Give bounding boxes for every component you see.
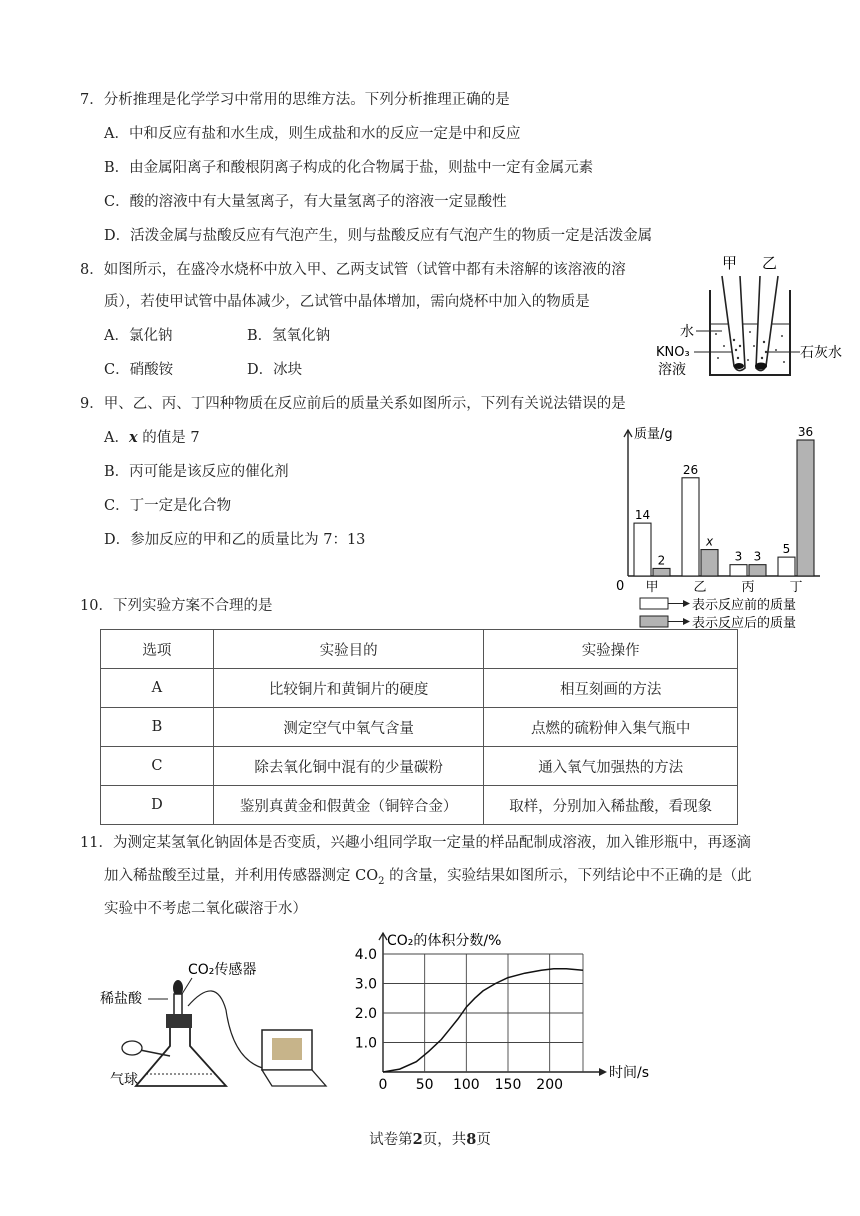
q9-a-suffix: 的值是 7 [137,430,200,446]
q9-option-b: B．丙可能是该反应的催化剂 [104,464,289,480]
y-tick-label: 2.0 [354,1006,377,1022]
cell-purpose: 测定空气中氧气含量 [213,708,484,747]
cell-option: A [101,669,214,708]
bar [682,478,699,576]
footer-total: 8 [466,1131,477,1148]
q8-stem-line1: 8．如图所示，在盛冷水烧杯中放入甲、乙两支试管（试管中都有未溶解的该溶液的溶 [80,262,626,278]
beaker-figure [650,250,860,385]
bar [749,565,766,576]
table-row [101,708,738,747]
table-header-row [101,630,738,669]
laptop-display [272,1038,302,1060]
table-row [101,747,738,786]
label-balloon: 气球 [110,1072,138,1088]
q11-line2-b: 的含量，实验结果如图所示，下列结论中不正确的是（此 [384,868,752,884]
x-axis-label: 时间/s [609,1065,650,1081]
label-kno3: KNO₃ [656,345,690,360]
footer-page: 2 [412,1131,423,1148]
q9-stem: 9．甲、乙、丙、丁四种物质在反应前后的质量关系如图所示，下列有关说法错误的是 [80,396,626,412]
mass-bar-chart [610,418,840,633]
cell-option: D [101,786,214,825]
cell-option: C [101,747,214,786]
pointer-sensor [182,978,192,994]
category-label: 丙 [741,580,755,595]
q8-option-b: B．氢氧化钠 [247,328,331,344]
conical-flask [136,1028,226,1086]
label-acid: 稀盐酸 [100,991,142,1007]
header-purpose: 实验目的 [213,630,484,669]
cell-purpose: 除去氧化铜中混有的少量碳粉 [213,747,484,786]
bar [634,523,651,576]
category-label: 甲 [645,580,659,595]
q8-option-d: D．冰块 [247,362,303,378]
page-footer [0,1128,860,1149]
stopper [166,1014,192,1028]
label-yi: 乙 [762,254,778,272]
y-axis-label: CO₂的体积分数/% [387,933,502,949]
apparatus-figure [96,950,336,1095]
q11-stem-line3: 实验中不考虑二氧化碳溶于水） [104,901,307,917]
q11-line2-sub: 2 [378,875,385,887]
y-tick-label: 1.0 [354,1035,377,1052]
experiment-table [100,629,738,825]
q9-option-a [104,428,200,448]
footer-pre: 试卷第 [369,1132,413,1148]
cell-operation: 点燃的硫粉伸入集气瓶中 [484,708,738,747]
y-axis-label: 质量/g [634,427,673,442]
test-tube-jia [722,276,745,371]
q9-option-c: C．丁一定是化合物 [104,498,232,514]
legend-arrow-head [683,618,690,625]
q7-option-a: A．中和反应有盐和水生成，则生成盐和水的反应一定是中和反应 [104,126,521,142]
balloon [122,1041,142,1055]
q8-stem-line2: 质），若使甲试管中晶体减少，乙试管中晶体增加，需向烧杯中加入的物质是 [104,294,590,310]
x-tick-label: 0 [378,1077,388,1090]
label-solution: 溶液 [658,362,686,378]
water-texture [715,331,785,363]
cell-option: B [101,708,214,747]
q8-option-c: C．硝酸铵 [104,362,174,378]
crystal-jia [734,363,744,369]
q7-stem: 7．分析推理是化学学习中常用的思维方法。下列分析推理正确的是 [80,92,510,108]
category-label: 丁 [789,580,803,595]
q10-stem: 10．下列实验方案不合理的是 [80,598,273,614]
q7-option-b: B．由金属阳离子和酸根阴离子构成的化合物属于盐，则盐中一定有金属元素 [104,160,594,176]
label-water: 水 [680,324,694,340]
cell-operation: 取样，分别加入稀盐酸，看现象 [484,786,738,825]
x-axis-arrow [599,1068,607,1076]
legend-swatch [640,598,668,609]
x-tick-label: 150 [494,1077,522,1090]
bar [797,440,814,576]
bar [778,557,795,576]
data-label: 3 [734,549,743,564]
origin-label: 0 [616,579,625,594]
footer-post: 页 [476,1132,491,1148]
co2-curve [383,969,583,1072]
legend-swatch [640,616,668,627]
x-tick-label: 50 [415,1077,434,1090]
data-label: 2 [657,553,666,568]
data-label: 3 [753,549,762,564]
category-label: 乙 [693,580,707,595]
label-sensor: CO₂传感器 [188,962,257,978]
header-operation: 实验操作 [484,630,738,669]
q11-stem-line1: 11．为测定某氢氧化钠固体是否变质，兴趣小组同学取一定量的样品配制成溶液，加入锥形瓶中，再逐滴 [80,835,751,851]
y-tick-label: 4.0 [354,947,377,963]
x-tick-label: 200 [536,1077,564,1090]
legend-label: 表示反应前的质量 [692,598,797,613]
table-row [101,786,738,825]
q11-stem-line2 [104,866,752,892]
y-tick-label: 3.0 [354,976,377,993]
header-option: 选项 [101,630,214,669]
bar [653,568,670,576]
q7-option-d: D．活泼金属与盐酸反应有气泡产生，则与盐酸反应有气泡产生的物质一定是活泼金属 [104,228,653,244]
q11-line2-a: 加入稀盐酸至过量，并利用传感器测定 CO [104,868,379,884]
legend-arrow-head [683,600,690,607]
data-label: 26 [682,462,699,477]
q9-a-variable: x [128,429,138,446]
cell-operation: 相互刻画的方法 [484,669,738,708]
laptop-base [262,1070,326,1086]
bar [730,565,747,576]
data-label: 14 [634,508,651,523]
cell-purpose: 比较铜片和黄铜片的硬度 [213,669,484,708]
x-tick-label: 100 [452,1077,480,1090]
q7-option-c: C．酸的溶液中有大量氢离子，有大量氢离子的溶液一定显酸性 [104,194,507,210]
co2-line-chart [345,925,705,1090]
test-tube-yi [756,276,778,371]
q9-a-prefix: A． [104,430,129,446]
bar [701,550,718,576]
data-label: x [705,534,714,549]
footer-mid: 页，共 [422,1132,467,1148]
cell-operation: 通入氧气加强热的方法 [484,747,738,786]
label-jia: 甲 [722,254,738,272]
q8-option-a: A．氯化钠 [104,328,173,344]
crystal-yi [755,363,767,370]
table-row [101,669,738,708]
label-limewater: 石灰水 [800,345,842,361]
legend-label: 表示反应后的质量 [692,616,797,631]
data-label: 36 [797,425,814,439]
q9-option-d: D．参加反应的甲和乙的质量比为 7：13 [104,532,366,548]
cell-purpose: 鉴别真黄金和假黄金（铜锌合金） [213,786,484,825]
data-label: 5 [782,542,791,557]
